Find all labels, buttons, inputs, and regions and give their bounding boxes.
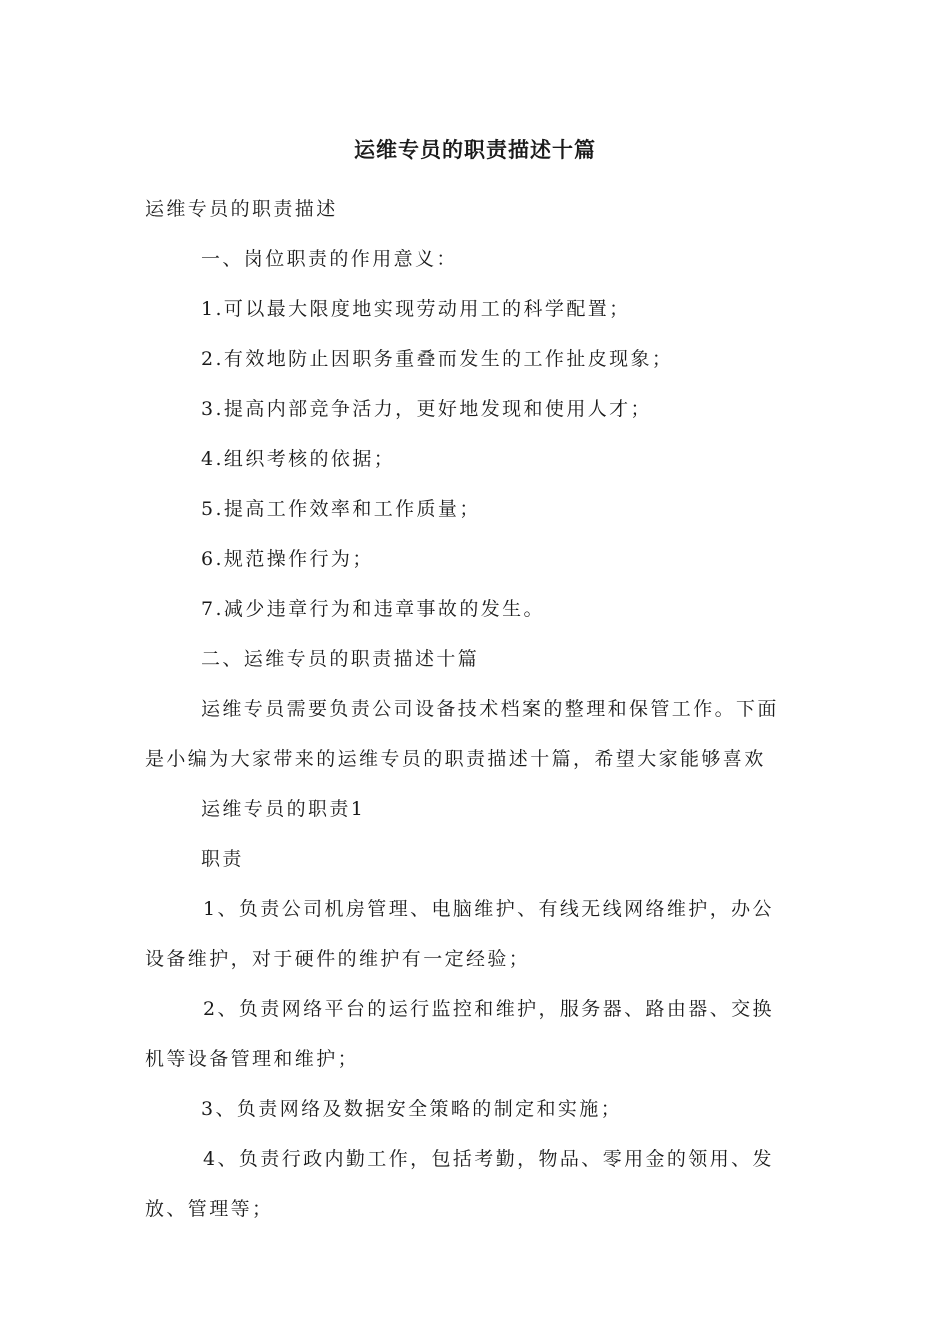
duty-item-line: 4、负责行政内勤工作，包括考勤，物品、零用金的领用、发 [203,1148,774,1170]
list-item: 1.可以最大限度地实现劳动用工的科学配置； [201,298,631,320]
subsection-heading: 职责 [201,848,244,870]
duty-item-line: 机等设备管理和维护； [145,1048,360,1070]
duty-item-line: 设备维护，对于硬件的维护有一定经验； [145,948,531,970]
document-title: 运维专员的职责描述十篇 [354,138,596,162]
list-item: 2.有效地防止因职务重叠而发生的工作扯皮现象； [201,348,674,370]
duty-item: 3、负责网络及数据安全策略的制定和实施； [201,1098,623,1120]
duty-item-line: 2、负责网络平台的运行监控和维护，服务器、路由器、交换 [203,998,774,1020]
list-item: 7.减少违章行为和违章事故的发生。 [201,598,545,620]
subsection-heading: 运维专员的职责1 [201,798,366,820]
list-item: 6.规范操作行为； [201,548,374,570]
paragraph-line: 运维专员需要负责公司设备技术档案的整理和保管工作。下面 [201,698,779,720]
list-item: 5.提高工作效率和工作质量； [201,498,481,520]
list-item: 4.组织考核的依据； [201,448,396,470]
document-body [145,184,810,1234]
section-heading: 运维专员的职责描述 [145,198,338,220]
duty-item-line: 放、管理等； [145,1198,274,1220]
list-item: 3.提高内部竞争活力，更好地发现和使用人才； [201,398,652,420]
subsection-heading: 一、岗位职责的作用意义： [201,248,458,270]
subsection-heading: 二、运维专员的职责描述十篇 [201,648,480,670]
paragraph-line: 是小编为大家带来的运维专员的职责描述十篇，希望大家能够喜欢 [145,748,766,770]
duty-item-line: 1、负责公司机房管理、电脑维护、有线无线网络维护，办公 [203,898,774,920]
